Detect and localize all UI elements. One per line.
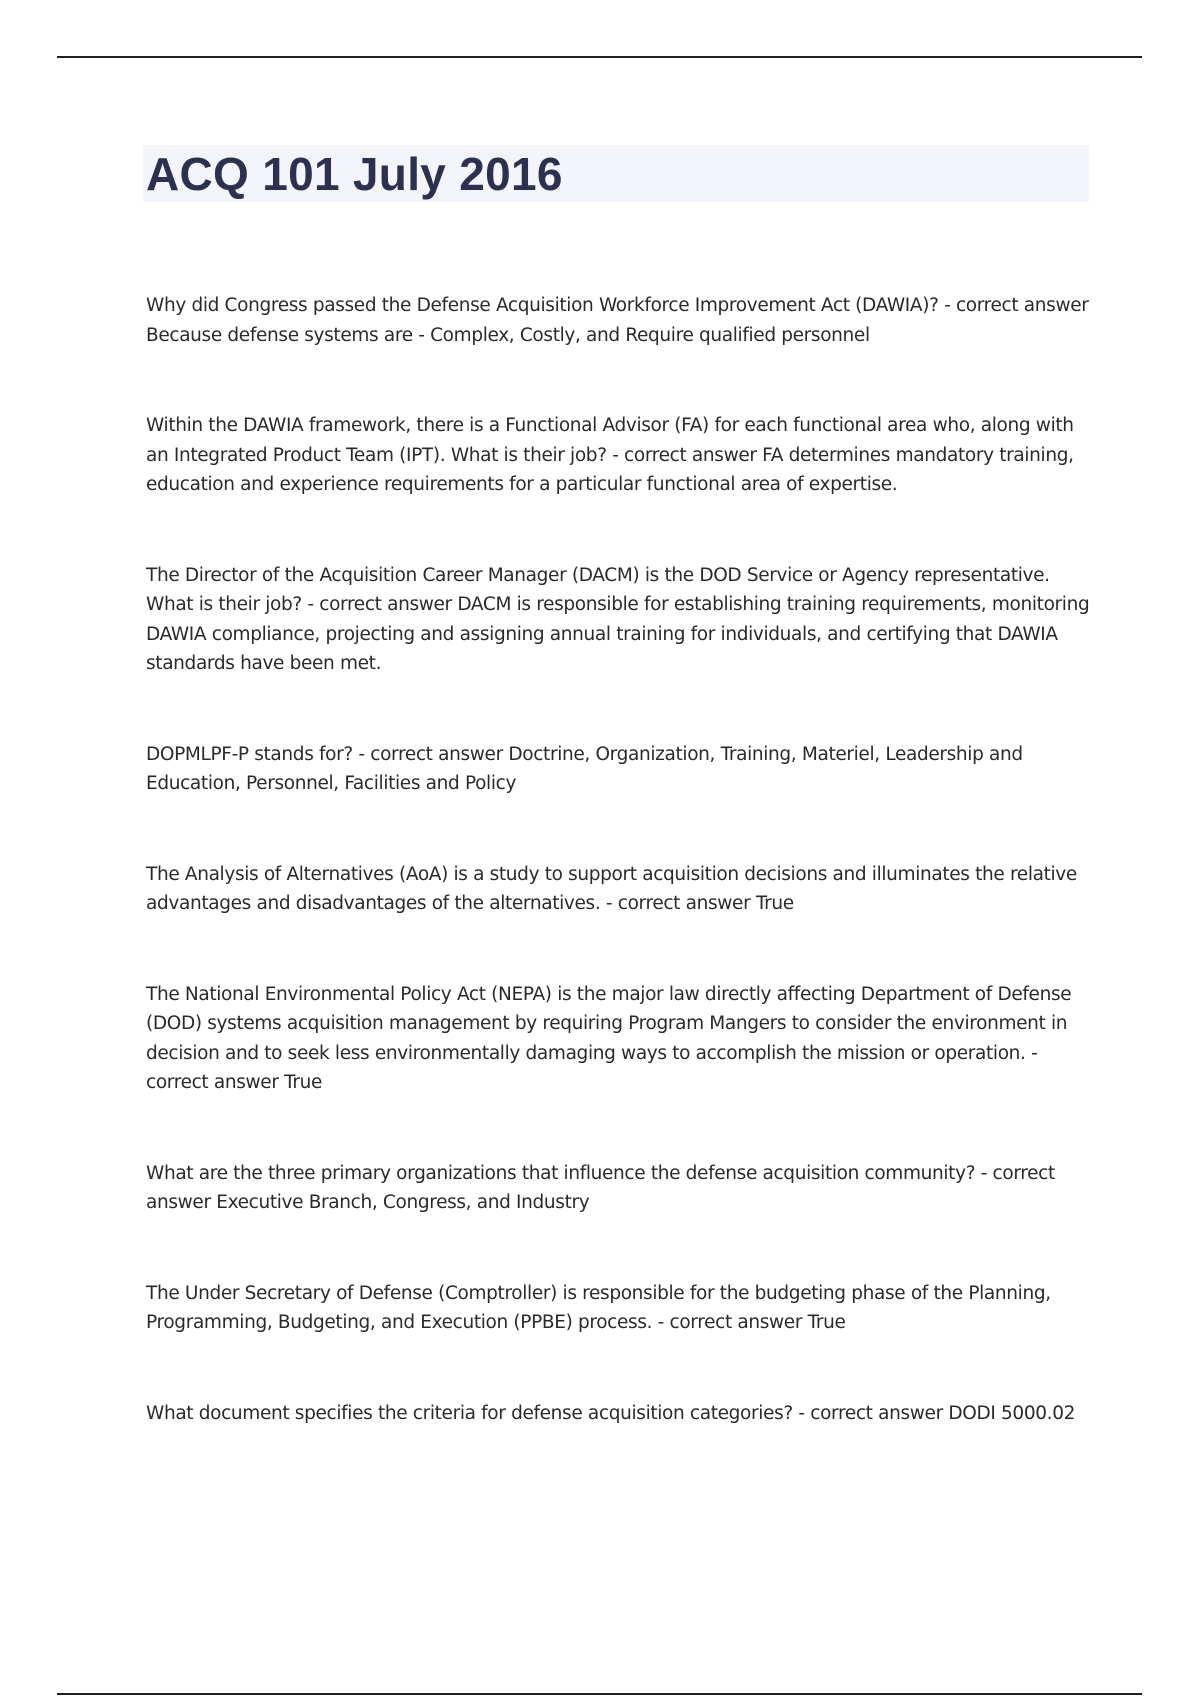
- qa-item-5: The Analysis of Alternatives (AoA) is a study to support acquisition decisions and illuminates the relative advantages and disadvantages of the alternatives. - correct answer True: [146, 863, 1077, 914]
- qa-item-9: What document specifies the criteria for defense acquisition categories? - correct answer DODI 5000.02: [146, 1402, 1076, 1424]
- qa-item-7: What are the three primary organizations that influence the defense acquisition community? - correct answer Executive Branch, Congress, and Industry: [146, 1162, 1055, 1213]
- qa-list: [146, 291, 1096, 1489]
- page-title: ACQ 101 July 2016: [146, 148, 563, 200]
- bottom-rule: [57, 1693, 1142, 1695]
- qa-item-3: The Director of the Acquisition Career Manager (DACM) is the DOD Service or Agency representative. What is their job? - correct answer DACM is responsible for establishing training requirements, monitoring DAWIA compliance, projecting and assigning annual training for individuals, and certifying that DAWIA standards have been met.: [146, 564, 1090, 674]
- qa-item-2: Within the DAWIA framework, there is a Functional Advisor (FA) for each functional area who, along with an Integrated Product Team (IPT). What is their job? - correct answer FA determines mandatory training, education and experience requirements for a particular functional area of expertise.: [146, 415, 1074, 495]
- qa-item-6: The National Environmental Policy Act (NEPA) is the major law directly affecting Department of Defense (DOD) systems acquisition management by requiring Program Mangers to consider the environment in decision and to seek less environmentally damaging ways to accomplish the mission or operation. - correct answer True: [146, 983, 1072, 1093]
- qa-item-8: The Under Secretary of Defense (Comptroller) is responsible for the budgeting phase of the Planning, Programming, Budgeting, and Execution (PPBE) process. - correct answer True: [146, 1282, 1051, 1333]
- top-rule: [57, 56, 1142, 58]
- qa-item-4: DOPMLPF-P stands for? - correct answer Doctrine, Organization, Training, Materiel, Leadership and Education, Personnel, Facilities and Policy: [146, 743, 1023, 794]
- qa-item-1: Why did Congress passed the Defense Acquisition Workforce Improvement Act (DAWIA)? - correct answer Because defense systems are - Complex, Costly, and Require qualified personnel: [146, 295, 1089, 346]
